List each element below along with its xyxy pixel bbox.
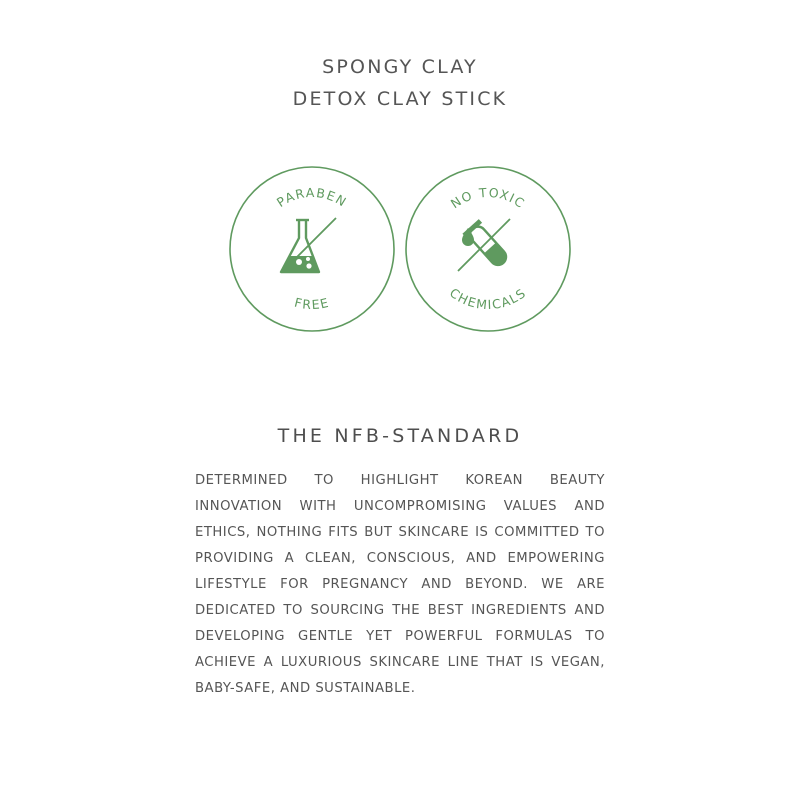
description-line: LIFESTYLE FOR PREGNANCY AND BEYOND. WE ARE	[195, 577, 605, 592]
description-line: INNOVATION WITH UNCOMPROMISING VALUES AND	[195, 499, 605, 514]
paraben-badge-top-text: PARABEN	[273, 184, 350, 211]
no-toxic-badge-top-text: NO TOXIC	[447, 184, 529, 212]
paraben-free-badge	[230, 167, 394, 331]
description-line: PROVIDING A CLEAN, CONSCIOUS, AND EMPOWERING	[195, 551, 605, 566]
standard-description	[195, 468, 605, 702]
product-name: SPONGY CLAY	[322, 56, 478, 78]
description-line: DEVELOPING GENTLE YET POWERFUL FORMULAS TO	[195, 629, 605, 644]
badge-row	[0, 160, 800, 340]
product-subtitle: DETOX CLAY STICK	[292, 88, 508, 110]
description-line: ACHIEVE A LUXURIOUS SKINCARE LINE THAT IS VEGAN,	[195, 655, 605, 670]
description-line: ETHICS, NOTHING FITS BUT SKINCARE IS COMMITTED TO	[195, 525, 605, 540]
paraben-badge-bottom-text: FREE	[292, 294, 332, 313]
description-line: DETERMINED TO HIGHLIGHT KOREAN BEAUTY	[195, 473, 605, 488]
test-tube-icon	[458, 219, 512, 271]
flask-icon	[281, 218, 336, 272]
description-line: BABY-SAFE, AND SUSTAINABLE.	[195, 681, 416, 696]
no-toxic-badge-bottom-text: CHEMICALS	[446, 284, 530, 313]
no-toxic-chemicals-badge	[406, 167, 570, 331]
description-line: DEDICATED TO SOURCING THE BEST INGREDIENTS AND	[195, 603, 605, 618]
section-heading: THE NFB-STANDARD	[277, 425, 523, 447]
